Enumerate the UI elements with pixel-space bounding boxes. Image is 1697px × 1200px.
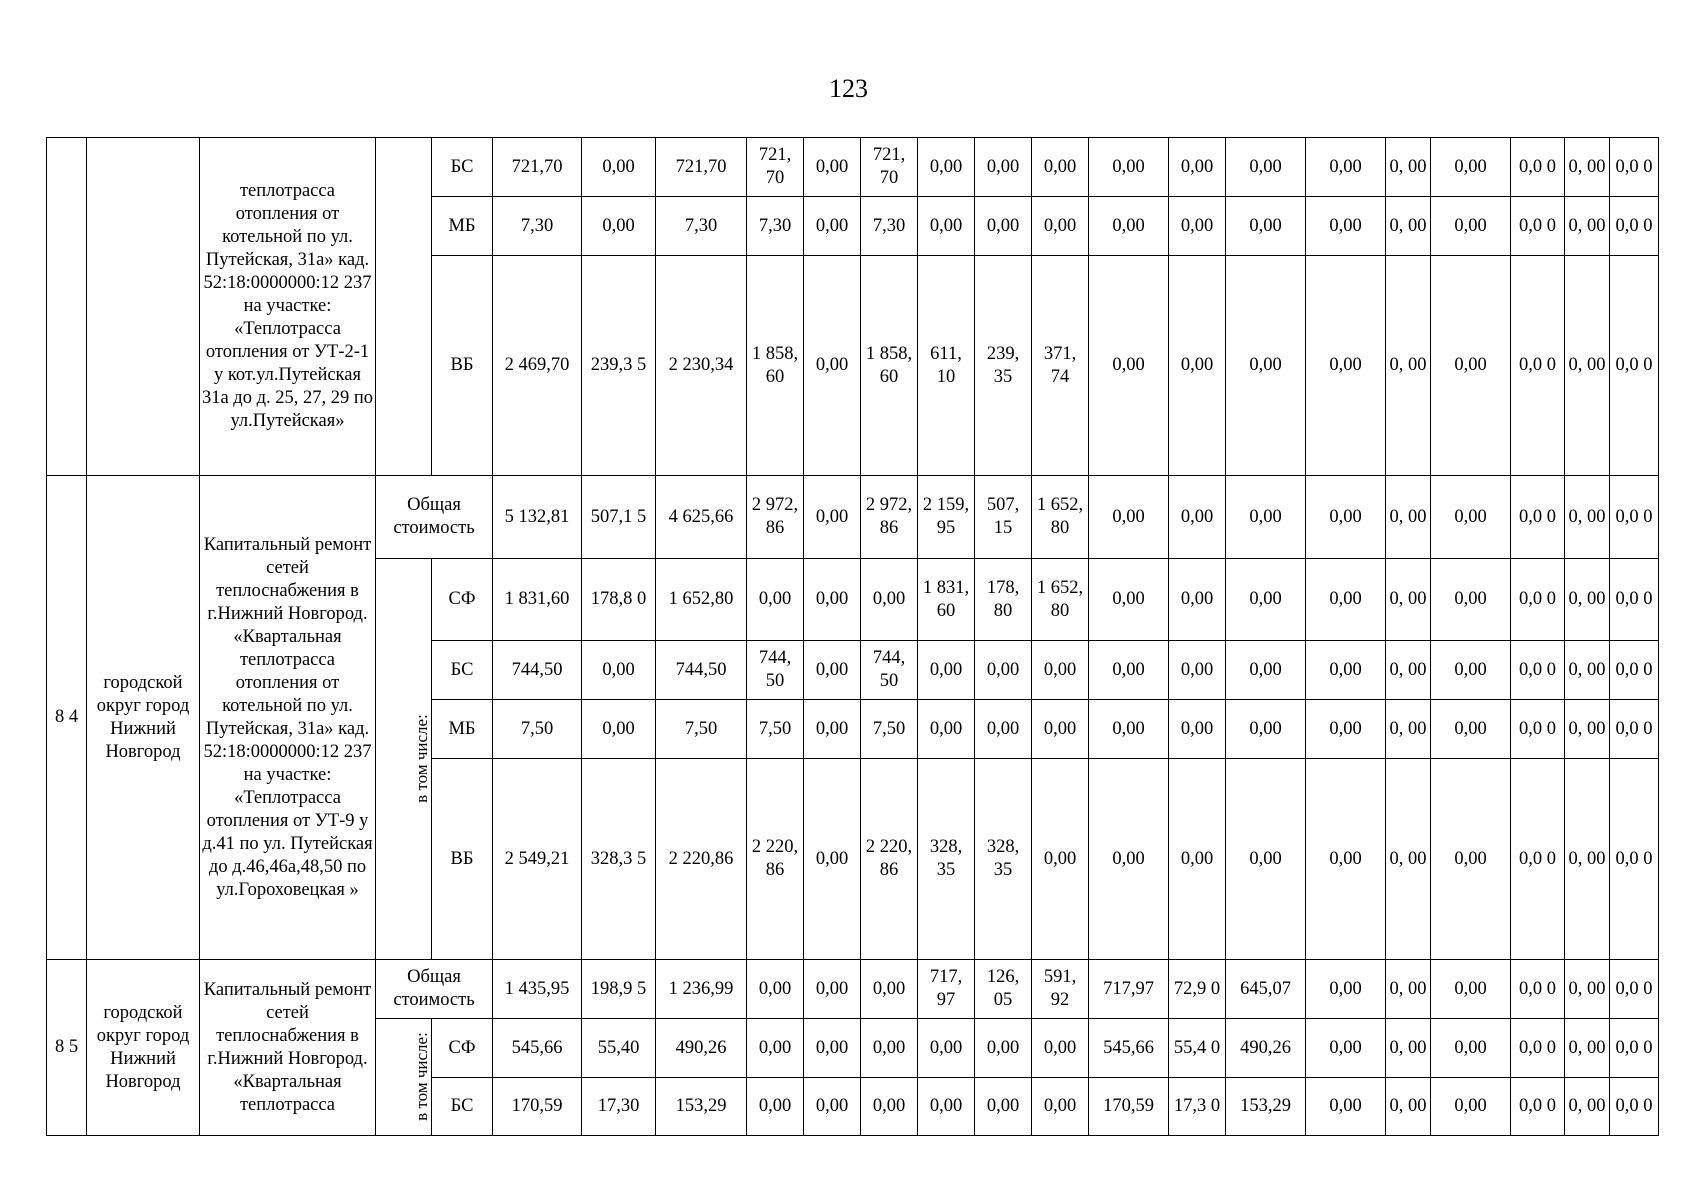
value-cell: 591, 92	[1032, 960, 1089, 1019]
value-cell: 0,0 0	[1610, 256, 1659, 476]
page-number: 123	[829, 74, 868, 103]
value-cell: 0,00	[1306, 1019, 1386, 1078]
value-cell: 7,50	[656, 700, 747, 759]
value-cell: 239,3 5	[582, 256, 656, 476]
funding-source-cell: ВБ	[432, 759, 493, 960]
value-cell: 0,0 0	[1511, 256, 1565, 476]
value-cell: 0,00	[1089, 641, 1169, 700]
value-cell: 1 652,80	[656, 559, 747, 641]
value-cell: 2 230,34	[656, 256, 747, 476]
value-cell: 0, 00	[1386, 256, 1431, 476]
value-cell: 198,9 5	[582, 960, 656, 1019]
value-cell: 0,00	[1306, 960, 1386, 1019]
value-cell: 744,50	[493, 641, 582, 700]
value-cell: 0,00	[1431, 256, 1511, 476]
value-cell: 0,00	[1169, 559, 1226, 641]
value-cell: 0,00	[804, 641, 861, 700]
value-cell: 0,00	[582, 138, 656, 197]
value-cell: 0,0 0	[1511, 1078, 1565, 1136]
value-cell: 0,00	[1226, 700, 1306, 759]
value-cell: 0, 00	[1565, 700, 1610, 759]
object-name-cell: Капитальный ремонт сетей теплоснабжения в г.Нижний Новгород. «Квартальная теплотрасса	[200, 960, 376, 1136]
value-cell: 2 220, 86	[747, 759, 804, 960]
value-cell: 0,0 0	[1511, 700, 1565, 759]
municipality-cell: городской округ город Нижний Новгород	[87, 476, 200, 960]
value-cell: 0,00	[804, 559, 861, 641]
value-cell: 0,0 0	[1511, 138, 1565, 197]
value-cell: 0, 00	[1386, 641, 1431, 700]
value-cell: 721, 70	[747, 138, 804, 197]
value-cell: 0,00	[804, 1019, 861, 1078]
value-cell: 0,00	[1226, 256, 1306, 476]
value-cell: 0,00	[804, 476, 861, 559]
value-cell: 0,00	[1431, 138, 1511, 197]
value-cell: 0,00	[804, 700, 861, 759]
value-cell: 2 972, 86	[747, 476, 804, 559]
value-cell: 490,26	[656, 1019, 747, 1078]
value-cell: 153,29	[1226, 1078, 1306, 1136]
value-cell: 0,00	[1089, 256, 1169, 476]
value-cell: 2 549,21	[493, 759, 582, 960]
value-cell: 0, 00	[1565, 256, 1610, 476]
value-cell: 0,00	[1226, 476, 1306, 559]
value-cell: 7,30	[747, 197, 804, 256]
value-cell: 0,00	[747, 1019, 804, 1078]
funding-source-cell: БС	[432, 1078, 493, 1136]
value-cell: 0,00	[918, 197, 975, 256]
value-cell: 545,66	[1089, 1019, 1169, 1078]
value-cell: 0, 00	[1565, 197, 1610, 256]
group-label-cell	[376, 1019, 432, 1136]
object-name-cell: теплотрасса отопления от котельной по ул. Путейская, 31а» кад. 52:18:0000000:12 237 на участке: «Теплотрасса отопления от УТ-2-1 у кот.ул.Путейская 31а до д. 25, 27, 29 по ул.Путейская»	[200, 138, 376, 476]
value-cell: 0, 00	[1386, 759, 1431, 960]
value-cell: 0,00	[1226, 197, 1306, 256]
value-cell: 0,00	[975, 1019, 1032, 1078]
value-cell: 1 652, 80	[1032, 476, 1089, 559]
value-cell: 0,00	[975, 197, 1032, 256]
value-cell: 0,00	[1032, 641, 1089, 700]
value-cell: 0,00	[804, 759, 861, 960]
value-cell: 0,00	[1169, 197, 1226, 256]
value-cell: 0, 00	[1386, 1078, 1431, 1136]
value-cell: 0,00	[1169, 256, 1226, 476]
value-cell: 0,00	[804, 960, 861, 1019]
funding-source-cell: СФ	[432, 559, 493, 641]
value-cell: 0,00	[861, 960, 918, 1019]
value-cell: 0,0 0	[1511, 641, 1565, 700]
value-cell: 0,00	[747, 960, 804, 1019]
value-cell: 0,00	[582, 197, 656, 256]
value-cell: 1 652, 80	[1032, 559, 1089, 641]
value-cell: 1 858, 60	[747, 256, 804, 476]
budget-table	[46, 137, 1659, 1136]
value-cell: 239, 35	[975, 256, 1032, 476]
value-cell: 371, 74	[1032, 256, 1089, 476]
table-row	[47, 138, 1659, 197]
value-cell: 0,00	[918, 1019, 975, 1078]
value-cell: 328, 35	[975, 759, 1032, 960]
value-cell: 7,30	[656, 197, 747, 256]
value-cell: 7,50	[493, 700, 582, 759]
value-cell: 0,0 0	[1511, 960, 1565, 1019]
value-cell: 17,30	[582, 1078, 656, 1136]
value-cell: 328,3 5	[582, 759, 656, 960]
value-cell: 0, 00	[1565, 559, 1610, 641]
value-cell: 0,00	[1226, 641, 1306, 700]
value-cell: 0,00	[804, 1078, 861, 1136]
value-cell: 0,00	[975, 700, 1032, 759]
value-cell: 0,00	[1431, 1078, 1511, 1136]
value-cell: 72,9 0	[1169, 960, 1226, 1019]
value-cell: 0,00	[804, 256, 861, 476]
value-cell: 0,0 0	[1610, 960, 1659, 1019]
value-cell: 0,00	[1431, 559, 1511, 641]
value-cell: 0, 00	[1386, 960, 1431, 1019]
value-cell: 7,30	[493, 197, 582, 256]
value-cell: 0,00	[804, 138, 861, 197]
value-cell: 0,0 0	[1610, 197, 1659, 256]
value-cell: 0,00	[1431, 197, 1511, 256]
value-cell: 7,30	[861, 197, 918, 256]
value-cell: 0, 00	[1565, 759, 1610, 960]
value-cell: 744,50	[656, 641, 747, 700]
value-cell: 0,00	[1169, 476, 1226, 559]
group-label-cell	[376, 559, 432, 960]
value-cell: 645,07	[1226, 960, 1306, 1019]
value-cell: 17,3 0	[1169, 1078, 1226, 1136]
value-cell: 1 831,60	[493, 559, 582, 641]
value-cell: 0,00	[1169, 700, 1226, 759]
value-cell: 0,00	[1431, 759, 1511, 960]
value-cell: 4 625,66	[656, 476, 747, 559]
value-cell: 0,00	[1169, 759, 1226, 960]
value-cell: 1 858, 60	[861, 256, 918, 476]
funding-source-cell: МБ	[432, 197, 493, 256]
vertical-label: в том числе:	[411, 1032, 431, 1121]
value-cell: 0,00	[1032, 1078, 1089, 1136]
funding-source-cell: БС	[432, 138, 493, 197]
value-cell: 0,00	[1032, 1019, 1089, 1078]
value-cell: 0,00	[1306, 197, 1386, 256]
value-cell: 0,00	[1089, 138, 1169, 197]
value-cell: 178, 80	[975, 559, 1032, 641]
value-cell: 507, 15	[975, 476, 1032, 559]
value-cell: 0, 00	[1565, 641, 1610, 700]
value-cell: 0,00	[1089, 759, 1169, 960]
value-cell: 0,0 0	[1610, 476, 1659, 559]
value-cell: 0,0 0	[1511, 197, 1565, 256]
table-row	[47, 960, 1659, 1019]
value-cell: 0,00	[975, 138, 1032, 197]
value-cell: 545,66	[493, 1019, 582, 1078]
funding-source-cell: МБ	[432, 700, 493, 759]
value-cell: 0,00	[582, 700, 656, 759]
vertical-label: в том числе:	[411, 714, 431, 803]
value-cell: 721,70	[656, 138, 747, 197]
value-cell: 0,0 0	[1610, 1078, 1659, 1136]
value-cell: 0,00	[1226, 759, 1306, 960]
value-cell: 0, 00	[1386, 197, 1431, 256]
value-cell: 0,00	[804, 197, 861, 256]
value-cell: 0,0 0	[1511, 559, 1565, 641]
value-cell: 0,0 0	[1610, 559, 1659, 641]
value-cell: 744, 50	[861, 641, 918, 700]
value-cell: 2 972, 86	[861, 476, 918, 559]
value-cell: 2 469,70	[493, 256, 582, 476]
value-cell: 507,1 5	[582, 476, 656, 559]
value-cell: 0,00	[1226, 138, 1306, 197]
value-cell: 721, 70	[861, 138, 918, 197]
value-cell: 0,00	[1032, 138, 1089, 197]
value-cell: 0,00	[1431, 1019, 1511, 1078]
value-cell: 0, 00	[1386, 700, 1431, 759]
value-cell: 1 831, 60	[918, 559, 975, 641]
value-cell: 7,50	[747, 700, 804, 759]
value-cell: 721,70	[493, 138, 582, 197]
value-cell: 0,00	[918, 1078, 975, 1136]
group-label-cell	[376, 138, 432, 476]
value-cell: 0, 00	[1565, 1019, 1610, 1078]
value-cell: 0,00	[1306, 641, 1386, 700]
value-cell: 0,0 0	[1610, 1019, 1659, 1078]
value-cell: 744, 50	[747, 641, 804, 700]
value-cell: 7,50	[861, 700, 918, 759]
value-cell: 0,0 0	[1610, 641, 1659, 700]
value-cell: 0,00	[582, 641, 656, 700]
value-cell: 5 132,81	[493, 476, 582, 559]
row-number-cell: 8 4	[47, 476, 87, 960]
value-cell: 2 220, 86	[861, 759, 918, 960]
value-cell: 0, 00	[1565, 476, 1610, 559]
value-cell: 0,00	[861, 1078, 918, 1136]
value-cell: 0,00	[1431, 960, 1511, 1019]
value-cell: 0,00	[1306, 559, 1386, 641]
value-cell: 0,00	[1089, 476, 1169, 559]
value-cell: 0,00	[975, 1078, 1032, 1136]
value-cell: 55,4 0	[1169, 1019, 1226, 1078]
value-cell: 55,40	[582, 1019, 656, 1078]
value-cell: 170,59	[1089, 1078, 1169, 1136]
value-cell: 0,00	[1306, 256, 1386, 476]
value-cell: 0,0 0	[1511, 1019, 1565, 1078]
object-name-cell: Капитальный ремонт сетей теплоснабжения в г.Нижний Новгород. «Квартальная теплотрасса отопления от котельной по ул. Путейская, 31а» кад. 52:18:0000000:12 237 на участке: «Теплотрасса отопления от УТ-9 у д.41 по ул. Путейская до д.46,46а,48,50 по ул.Гороховецкая »	[200, 476, 376, 960]
value-cell: 0, 00	[1565, 1078, 1610, 1136]
value-cell: 0, 00	[1386, 1019, 1431, 1078]
value-cell: 0,00	[747, 1078, 804, 1136]
value-cell: 0,00	[1169, 138, 1226, 197]
value-cell: 126, 05	[975, 960, 1032, 1019]
value-cell: 0,00	[1431, 476, 1511, 559]
value-cell: 0,00	[1089, 559, 1169, 641]
value-cell: 0,00	[1169, 641, 1226, 700]
value-cell: 328, 35	[918, 759, 975, 960]
value-cell: 0,00	[1032, 759, 1089, 960]
value-cell: 1 236,99	[656, 960, 747, 1019]
value-cell: 0,00	[975, 641, 1032, 700]
funding-source-cell: СФ	[432, 1019, 493, 1078]
value-cell: 178,8 0	[582, 559, 656, 641]
value-cell: 0,00	[747, 559, 804, 641]
value-cell: 170,59	[493, 1078, 582, 1136]
value-cell: 0, 00	[1386, 138, 1431, 197]
value-cell: 0,00	[1226, 559, 1306, 641]
value-cell: 0,00	[1306, 759, 1386, 960]
value-cell: 0,0 0	[1610, 138, 1659, 197]
municipality-cell	[87, 138, 200, 476]
value-cell: 0,0 0	[1511, 476, 1565, 559]
value-cell: 0,00	[861, 1019, 918, 1078]
value-cell: 0,00	[861, 559, 918, 641]
value-cell: 0,00	[1306, 700, 1386, 759]
value-cell: 0,00	[918, 138, 975, 197]
value-cell: 490,26	[1226, 1019, 1306, 1078]
value-cell: 0,00	[1306, 1078, 1386, 1136]
value-cell: 0, 00	[1565, 960, 1610, 1019]
funding-source-cell: Общая стоимость	[376, 476, 493, 559]
row-number-cell	[47, 138, 87, 476]
value-cell: 0,0 0	[1610, 759, 1659, 960]
value-cell: 0,00	[1089, 197, 1169, 256]
value-cell: 153,29	[656, 1078, 747, 1136]
value-cell: 0,00	[1431, 641, 1511, 700]
table-row	[47, 476, 1659, 559]
row-number-cell: 8 5	[47, 960, 87, 1136]
value-cell: 717,97	[1089, 960, 1169, 1019]
value-cell: 0,00	[1032, 700, 1089, 759]
value-cell: 2 159, 95	[918, 476, 975, 559]
funding-source-cell: БС	[432, 641, 493, 700]
value-cell: 0, 00	[1386, 476, 1431, 559]
value-cell: 0,00	[1306, 476, 1386, 559]
value-cell: 1 435,95	[493, 960, 582, 1019]
value-cell: 717, 97	[918, 960, 975, 1019]
value-cell: 611, 10	[918, 256, 975, 476]
value-cell: 0,00	[1032, 197, 1089, 256]
value-cell: 0,0 0	[1610, 700, 1659, 759]
value-cell: 0,00	[918, 641, 975, 700]
value-cell: 0,00	[1431, 700, 1511, 759]
value-cell: 2 220,86	[656, 759, 747, 960]
value-cell: 0,00	[918, 700, 975, 759]
funding-source-cell: ВБ	[432, 256, 493, 476]
value-cell: 0,00	[1306, 138, 1386, 197]
value-cell: 0, 00	[1386, 559, 1431, 641]
value-cell: 0, 00	[1565, 138, 1610, 197]
value-cell: 0,00	[1089, 700, 1169, 759]
value-cell: 0,0 0	[1511, 759, 1565, 960]
funding-source-cell: Общая стоимость	[376, 960, 493, 1019]
municipality-cell: городской округ город Нижний Новгород	[87, 960, 200, 1136]
